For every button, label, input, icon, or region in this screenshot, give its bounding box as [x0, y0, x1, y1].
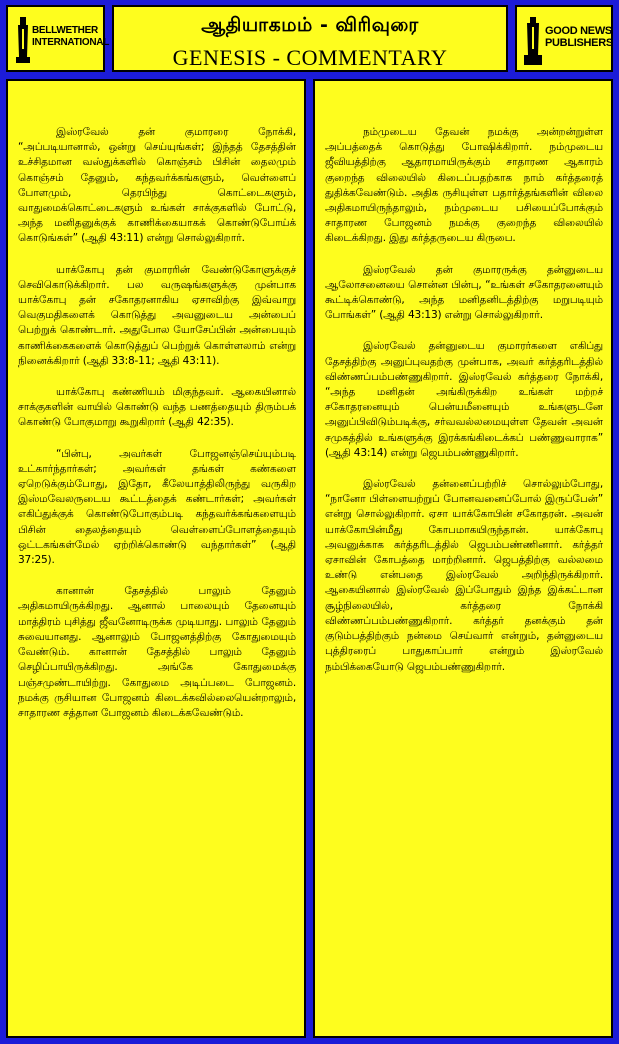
left-column — [6, 79, 306, 1038]
paragraph: “பின்பு, அவர்கள் போஜனஞ்செய்யும்படி உட்கார்ந்தார்கள்; அவர்கள் தங்கள் கண்களை ஏறெடுக்கும்போது, இதோ, கீலேயாத்திலிருந்து வருகிற இஸ்மவேலருடைய கூட்டத்தைக் கண்டார்கள்; அவர்கள் எகிப்துக்குக் கொண்டுபோகும்படி கந்தவர்க்கங்களையும் பிசின் தைலத்தையும் வெள்ளைப்போளத்தையும் ஒட்டகங்கள்மேல் ஏற்றிக்கொண்டு வந்தார்கள்” (ஆதி 37:25). — [18, 447, 296, 567]
bellwether-line2: INTERNATIONAL — [32, 37, 110, 48]
good-news-line1: GOOD NEWS — [545, 25, 612, 37]
bellwether-logo-text — [32, 25, 109, 49]
paragraph: யாக்கோபு கண்ணியம் மிகுந்தவர். ஆகையினால் சாக்குகளின் வாயில் கொண்டு வந்த பணத்தையும் திரும்பக் கொண்டு போகுமாறு கூறுகிறார் (ஆதி 42:35). — [18, 386, 296, 429]
paragraph: நம்முடைய தேவன் நமக்கு அன்றன்றுள்ள அப்பத்தைக் கொடுத்து போஷிக்கிறார். நம்முடைய ஜீவியத்திற்கு ஆதாரமாயிருக்கும் சாதாரண ஆகாரம் குறைந்த விலையில் கிடைப்பதற்காக நாம் கர்த்தரைத் துதிக்கவேண்டும். அதிக ருசியுள்ள பதார்த்தங்களின் விலை அதிகமாயிருந்தாலும், நம்முடைய பசியைப்போக்கும் சாதாரண போஜனம் நமக்கு குறைந்த விலையில் கிடைக்கிறது. இது கர்த்தருடைய கிருபை. — [325, 126, 603, 245]
title-box — [112, 5, 508, 72]
paragraph: கானான் தேசத்தில் பாலும் தேனும் அதிகமாயிருக்கிறது. ஆனால் பாலையும் தேனையும் மாத்திரம் புசித்து ஜீவனோடிருக்க முடியாது. பாலும் தேனும் சுவையானது. ஆனாலும் போஜனத்திற்கு கோதுமையும் வேண்டும். கானான் தேசத்தில் பாலும் தேனும் செழிப்பாயிருக்கிறது. அங்கே கோதுமைக்கு பஞ்சமுண்டாயிற்று. கோதுமை அடிப்படை போஜனம். நமக்கு ருசியான போஜனம் கிடைக்கவில்லையென்றாலும், சாதாரண சத்தான போஜனம் கிடைக்கவேண்டும். — [18, 585, 296, 719]
bellwether-logo — [6, 5, 110, 72]
bellwether-line1: BELLWETHER — [32, 25, 98, 36]
paragraph: இஸ்ரவேல் தன்னுடைய குமாரர்களை எகிப்து தேசத்திற்கு அனுப்புவதற்கு முன்பாக, அவர் கர்த்தரிடத்தில் விண்ணப்பம்பண்ணுகிறார். இஸ்ரவேல் கர்த்தரை நோக்கி, “அந்த மனிதன் அங்கிருக்கிற உங்கள் மற்றச் சகோதரனையும் பென்யமீனையும் உங்களுடனே அனுப்பிவிடும்படிக்கு, சர்வவல்லமையுள்ள தேவன் அவன் சமுகத்தில் உங்களுக்கு இரக்கங்கிடைக்கப் பண்ணுவாராக” (ஆதி 43:14) என்று ஜெபம்பண்ணுகிறார். — [325, 340, 603, 459]
good-news-logo-text — [545, 25, 613, 49]
right-column — [313, 79, 613, 1038]
paragraph: இஸ்ரவேல் தன் குமாரரை நோக்கி, “அப்படியானால், ஒன்று செய்யுங்கள்; இந்தத் தேசத்தின் உச்சிதமான வஸ்துக்களில் கொஞ்சம் பிசின் தைலமும் கொஞ்சம் தேனும், கந்தவர்க்கங்களும், வெள்ளைப் போளமும், தெரபிந்து கொட்டைகளும், வாதுமைக்கொட்டைகளும் உங்கள் சாக்குகளில் போட்டு, அந்த மனிதனுக்குக் காணிக்கையாகக் கொண்டுபோய்க் கொடுங்கள்” (ஆதி 43:11) என்று சொல்லுகிறார். — [18, 126, 296, 245]
good-news-logo — [515, 5, 613, 72]
paragraph: யாக்கோபு தன் குமாரரின் வேண்டுகோளுக்குச் செவிகொடுக்கிறார். பல வருஷங்களுக்கு முன்பாக யாக்கோபு தன் சகோதரனாகிய ஏசாவிற்கு இவ்வாறு வெகுமதிகளைக் கொடுத்து அவனுடைய அன்பைப் பெற்றுக் கொண்டார். அதுபோல யோசேப்பின் அன்பையும் காணிக்கைகளைக் கொடுத்துப் பெற்றுக் கொள்ளலாம் என்று நினைக்கிறார் (ஆதி 33:8-11; ஆதி 43:11). — [18, 263, 296, 367]
page-title-tamil: ஆதியாகமம் - விரிவுரை — [201, 14, 419, 36]
paragraph: இஸ்ரவேல் தன் குமாரருக்கு தன்னுடைய ஆலோசனையை சொன்ன பின்பு, “உங்கள் சகோதரனையும் கூட்டிக்கொண்டு, அந்த மனிதனிடத்திற்கு மறுபடியும் போங்கள்” (ஆதி 43:13) என்று சொல்லுகிறார். — [325, 263, 603, 322]
paragraph: இஸ்ரவேல் தன்னைப்பற்றிச் சொல்லும்போது, “நானோ பிள்ளையற்றுப் போனவனைப்போல் இருப்பேன்” என்று சொல்லுகிறார். ஏசா யாக்கோபின் சகோதரன். அவன் யாக்கோபின்மீது கோபமாகயிருந்தான். யாக்கோபு அவனுக்காக கர்த்தரிடத்தில் ஜெபம்பண்ணினார். கர்த்தர் ஏசாவின் கோபத்தை மாற்றினார். ஜெபத்திற்கு வல்லமை உண்டு என்பதை இஸ்ரவேல் அறிந்திருக்கிறார். ஆகையினால் இஸ்ரவேல் இப்போதும் இந்த இக்கட்டான சூழ்நிலையில், கர்த்தரை நோக்கி விண்ணப்பம்பண்ணுகிறார். கர்த்தர் தனக்கும் தன் குடும்பத்திற்கும் நன்மை செய்வார் என்றும், தன்னுடைய புத்திரரைப் பாதுகாப்பார் என்றும் இஸ்ரவேல் நம்பிக்கையோடு ஜெபம்பண்ணுகிறார். — [325, 478, 603, 673]
good-news-line2: PUBLISHERS — [545, 37, 613, 49]
page-title-english: GENESIS - COMMENTARY — [172, 45, 448, 70]
bell-tower-icon — [16, 17, 30, 63]
tower-icon — [523, 17, 543, 65]
